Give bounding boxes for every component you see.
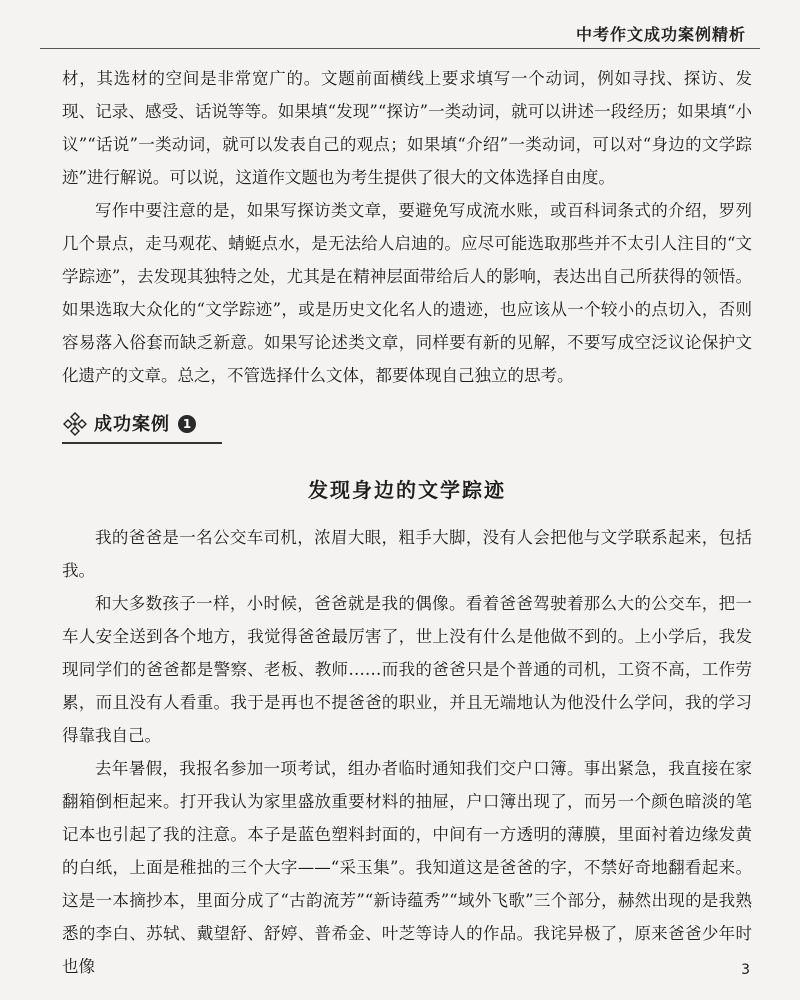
page-number: 3 — [741, 962, 750, 978]
intro-paragraph: 材，其选材的空间是非常宽广的。文题前面横线上要求填写一个动词，例如寻找、探访、发现、记录、感受、话说等等。如果填“发现”“探访”一类动词，就可以讲述一段经历；如果填“小议”“话说”一类动词，就可以发表自己的观点；如果填“介绍”一类动词，可以对“身边的文学踪迹”进行解说。可以说，这道作文题也为考生提供了很大的文体选择自由度。 — [62, 69, 752, 187]
essay-paragraph: 去年暑假，我报名参加一项考试，组办者临时通知我们交户口簿。事出紧急，我直接在家翻箱倒柜起来。打开我认为家里盛放重要材料的抽屉，户口簿出现了，而另一个颜色暗淡的笔记本也引起了我的注意。本子是蓝色塑料封面的，中间有一方透明的薄膜，里面衬着边缘发黄的白纸，上面是稚拙的三个大字——“采玉集”。我知道这是爸爸的字，不禁好奇地翻看起来。这是一本摘抄本，里面分成了“古韵流芳”“新诗蕴秀”“域外飞歌”三个部分，赫然出现的是我熟悉的李白、苏轼、戴望舒、舒婷、普希金、叶芝等诗人的作品。我诧异极了，原来爸爸少年时也像 — [62, 759, 752, 976]
essay-paragraph: 和大多数孩子一样，小时候，爸爸就是我的偶像。看着爸爸驾驶着那么大的公交车，把一车人安全送到各个地方，我觉得爸爸最厉害了，世上没有什么是他做不到的。上小学后，我发现同学们的爸爸都是警察、老板、教师……而我的爸爸只是个普通的司机，工资不高，工作劳累，而且没有人看重。我于是再也不提爸爸的职业，并且无端地认为他没什么学问，我的学习得靠我自己。 — [62, 594, 752, 745]
header-title: 中考作文成功案例精析 — [575, 25, 746, 44]
page-header — [40, 18, 760, 49]
section-label: 成功案例 — [94, 413, 170, 435]
essay-paragraph: 我的爸爸是一名公交车司机，浓眉大眼，粗手大脚，没有人会把他与文学联系起来，包括我。 — [62, 528, 752, 580]
decorative-diamond-icon — [62, 411, 88, 437]
intro-paragraph: 写作中要注意的是，如果写探访类文章，要避免写成流水账，或百科词条式的介绍，罗列几个景点，走马观花、蜻蜓点水，是无法给人启迪的。应尽可能选取那些并不太引人注目的“文学踪迹”，去发现其独特之处，尤其是在精神层面带给后人的影响，表达出自己所获得的领悟。如果选取大众化的“文学踪迹”，或是历史文化名人的遗迹，也应该从一个较小的点切入，否则容易落入俗套而缺乏新意。如果写论述类文章，同样要有新的见解，不要写成空泛议论保护文化遗产的文章。总之，不管选择什么文体，都要体现自己独立的思考。 — [62, 201, 752, 385]
essay-title: 发现身边的文学踪迹 — [308, 478, 506, 502]
page-content — [62, 62, 752, 983]
case-number-badge: 1 — [178, 415, 196, 433]
section-heading — [62, 406, 222, 444]
